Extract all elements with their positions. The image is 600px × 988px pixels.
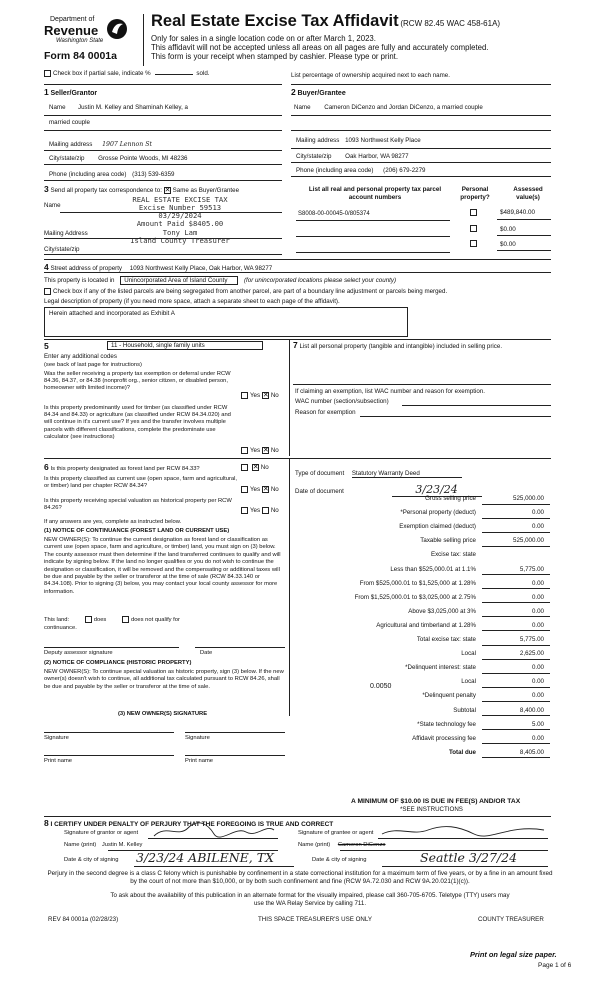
tax-row-underline: [482, 659, 550, 660]
sec3-num: 3: [44, 184, 49, 194]
exemption-no-label: No: [270, 392, 279, 400]
tax-row-value[interactable]: 0.00: [531, 678, 544, 686]
new-owner-print-label-2: Print name: [185, 758, 214, 764]
additional-codes-label: Enter any additional codes: [44, 353, 117, 360]
tax-row-label: Above $3,025,000 at 3%: [408, 607, 476, 615]
seller-name-line2[interactable]: married couple: [49, 119, 90, 126]
seller-mailing-row: [49, 141, 152, 148]
tax-row-label: *Delinquent interest: state: [405, 664, 476, 672]
seller-name-label: Name: [49, 104, 66, 111]
segregated-label: Check box if any of the listed parcels are being segregated from another parcel, are part of a boundary line adjustment or parcels being merged.: [53, 288, 448, 296]
exemption-yes-checkbox[interactable]: [241, 392, 248, 399]
doc-type-label: Type of document: [295, 470, 345, 477]
assessed-value-2[interactable]: $0.00: [500, 226, 516, 233]
sec3-mailing-label: Mailing Address: [44, 230, 88, 237]
tax-row-label: Taxable selling price: [420, 537, 476, 545]
segregated-row: [44, 288, 447, 296]
current-use-yes-checkbox[interactable]: [241, 486, 248, 493]
buyer-city-value[interactable]: Oak Harbor, WA 98277: [345, 153, 409, 160]
tax-row-underline: [482, 701, 550, 702]
legal-description-label: Legal description of property (if you need more space, attach a separate sheet to each page of the affidavit).: [44, 298, 340, 305]
seller-heading: [44, 87, 97, 98]
tax-row-label: Local: [461, 678, 476, 686]
treasurer-use-label: THIS SPACE TREASURER'S USE ONLY: [258, 916, 372, 923]
same-as-buyer-checkbox[interactable]: ✕: [164, 186, 171, 194]
partial-sale-label: Check box if partial sale, indicate %: [53, 70, 151, 78]
does-not-label: does not qualify for: [130, 617, 180, 624]
tax-row-underline: [482, 588, 550, 589]
seller-phone-value[interactable]: (313) 539-6359: [132, 171, 175, 178]
assessed-value-1[interactable]: $489,840.00: [500, 209, 536, 216]
seller-phone-row: [49, 171, 174, 178]
form-rcw: (RCW 82.45 WAC 458-61A): [400, 19, 501, 28]
location-label: This property is located in: [44, 277, 115, 284]
tax-row-value[interactable]: 5.00: [531, 720, 544, 728]
current-use-yes-label: Yes: [250, 486, 261, 494]
legal-description-box[interactable]: [44, 307, 408, 337]
does-label: does: [93, 617, 107, 624]
partial-sale-checkbox[interactable]: [44, 70, 51, 77]
seller-city-label: City/state/zip: [49, 155, 85, 162]
timber-answer: [241, 447, 279, 455]
see-instructions-note: *SEE INSTRUCTIONS: [400, 806, 463, 813]
doc-date-value[interactable]: 3/23/24: [392, 483, 482, 497]
this-land-label: This land:: [44, 617, 70, 624]
partial-sale-row: [44, 70, 210, 78]
tax-row-value[interactable]: 525,000.00: [513, 537, 544, 545]
tax-row-label: Less than $525,000.01 at 1.1%: [390, 565, 476, 573]
exemption-yes-label: Yes: [250, 392, 261, 400]
partial-sale-percent[interactable]: [155, 74, 193, 75]
forest-question: [44, 462, 238, 473]
historic-yes-checkbox[interactable]: [241, 507, 248, 514]
tax-row-value[interactable]: 0.00: [531, 593, 544, 601]
seller-phone-label: Phone (including area code): [49, 171, 127, 178]
certify-label: I CERTIFY UNDER PENALTY OF PERJURY THAT THE FOREGOING IS TRUE AND CORRECT: [50, 821, 334, 828]
form-title-row: [151, 12, 500, 32]
tax-row-label: Subtotal: [453, 706, 476, 714]
tax-row-value[interactable]: 0.00: [531, 734, 544, 742]
location-note: (for unincorporated locations please select your county): [243, 277, 397, 284]
perjury-text: Perjury in the second degree is a class C felony which is punishable by confinement in a state correctional institution for a maximum term of five years, or by a fine in an amount fixed by the court of not more than $10,000, or by both such confinement and fine (RCW 9A.72.030 and RCW 9A.20.021(1)(c)).: [47, 870, 553, 886]
tax-row-label: Total due: [448, 748, 476, 756]
doc-type-row: [295, 470, 462, 478]
same-as-buyer-label: Same as Buyer/Grantee: [172, 187, 240, 194]
sec7-label: List all personal property (tangible and intangible) included in selling price.: [299, 343, 503, 350]
grantee-name-row: [298, 842, 386, 849]
buyer-mailing-row: [296, 137, 421, 144]
stamp-line-4: Amount Paid $8405.00: [136, 219, 224, 229]
exemption-no-checkbox[interactable]: ✕: [262, 392, 269, 399]
sold-label: sold.: [196, 70, 210, 78]
form-title: Real Estate Excise Tax Affidavit: [151, 12, 399, 30]
tax-row-value[interactable]: 8,405.00: [519, 748, 544, 756]
buyer-phone-value[interactable]: (206) 679-2279: [383, 167, 426, 174]
grantor-name-row: [64, 842, 142, 849]
tax-row-underline: [482, 645, 550, 646]
exemption-answer: [241, 392, 279, 400]
doc-type-value[interactable]: Statutory Warranty Deed: [352, 470, 462, 478]
tax-row-underline: [482, 546, 550, 547]
tax-row-underline: [482, 616, 550, 617]
additional-codes-row: [44, 353, 117, 360]
tax-row-label: Gross selling price: [425, 495, 476, 502]
buyer-name-value[interactable]: Cameron DiCenzo and Jordan DiCenzo, a married couple: [324, 104, 483, 111]
continuance-label: continuance.: [44, 625, 77, 631]
tax-row-underline: [482, 630, 550, 631]
tax-row-label: *Personal property (deduct): [400, 509, 476, 517]
deputy-date-label: Date: [200, 650, 213, 656]
location-select[interactable]: Unincorporated Area of Island County: [120, 276, 238, 285]
tax-row-label: From $525,000.01 to $1,525,000 at 1.28%: [359, 579, 476, 587]
tax-row-value[interactable]: 0.00: [531, 579, 544, 587]
assessed-value-heading: Assessed value(s): [513, 186, 543, 201]
sec8-num: 8: [44, 818, 49, 828]
exemption-reason-label: Reason for exemption: [295, 409, 356, 416]
timber-no-checkbox[interactable]: ✕: [262, 447, 269, 454]
tax-row-underline: [482, 687, 550, 688]
current-use-question: Is this property classified as current use (open space, farm and agricultural, or timber) land per chapter RCW 84.34?: [44, 476, 237, 490]
pct-ownership-note: List percentage of ownership acquired next to each name.: [291, 72, 450, 79]
alt-format-note: To ask about the availability of this publication in an alternate format for the visually impaired, please call 360-705-6705. Teletype (TTY) users may use the WA Relay Service by calling 711.: [110, 892, 510, 908]
seller-heading-num: 1: [44, 87, 49, 97]
land-use-code-select[interactable]: 11 - Household, single family units: [107, 341, 263, 350]
dor-logo: [44, 16, 134, 50]
tax-row-value[interactable]: 525,000.00: [513, 495, 544, 502]
tax-row-value[interactable]: 8,400.00: [519, 706, 544, 714]
tax-row-underline: [482, 729, 550, 730]
historic-yes-label: Yes: [250, 507, 261, 515]
grantor-name-value[interactable]: Justin M. Kelley: [101, 842, 143, 848]
logo-dept-of: Department of: [50, 16, 95, 23]
segregated-checkbox[interactable]: [44, 288, 51, 295]
form-intro: [151, 34, 488, 62]
seller-city-value[interactable]: Grosse Pointe Woods, MI 48236: [98, 155, 188, 162]
local-rate: 0.0050: [370, 683, 392, 690]
forest-no-checkbox[interactable]: ✕: [252, 464, 259, 471]
new-owner-signature-heading: (3) NEW OWNER(S) SIGNATURE: [118, 711, 208, 717]
historic-no-label: No: [270, 507, 279, 515]
seller-name-value[interactable]: Justin M. Kelley and Shaminah Kelley, a: [78, 104, 188, 111]
tax-row-underline: [482, 757, 550, 758]
notice-continuance-text: NEW OWNER(S): To continue the current designation as forest land or classification as current use (open space, farm and agriculture, or timber) land, you must sign on (3) below. The county assessor must then determine if the land transferred continues to qualify and will indicate by signing below. If the land no longer qualifies or you do not wish to continue the designation or classification, it will be removed and the compensating or additional taxes will be due and payable by the seller or transferor at the time of sale (RCW 84.33.140 or 84.34.108). Prior to signing (3) below, you may contact your local county assessor for more information.: [44, 537, 281, 595]
minimum-due-note: A MINIMUM OF $10.00 IS DUE IN FEE(S) AND/OR TAX: [351, 798, 521, 805]
tax-row-label: *Delinquent penalty: [422, 692, 476, 700]
doc-date-label: Date of document: [295, 488, 344, 495]
personal-property-checkbox-3[interactable]: [470, 240, 477, 247]
wac-number-label: WAC number (section/subsection): [295, 398, 389, 405]
logo-washington-state: Washington State: [56, 38, 104, 44]
tax-row-underline: [482, 574, 550, 575]
exemption-question: Was the seller receiving a property tax exemption or deferral under RCW 84.36, 84.37, or 84.38 (nonprofit org., senior citizen, or disabled person, homeowner with limited income)?: [44, 371, 231, 392]
buyer-name-row: [294, 104, 483, 111]
property-address-label: Street address of property: [50, 265, 123, 272]
buyer-city-row: [296, 153, 409, 160]
new-owner-signature-label-2: Signature: [185, 735, 210, 741]
parcel-number-1[interactable]: S8008-00-00045-0/805374: [298, 211, 370, 217]
perjury-note: [44, 870, 556, 886]
does-checkbox[interactable]: [85, 616, 92, 623]
assessed-value-3[interactable]: $0.00: [500, 241, 516, 248]
forest-yes-checkbox[interactable]: [241, 464, 248, 471]
stamp-line-2: Excise Number 59513: [138, 203, 222, 213]
tax-row-value[interactable]: 0.00: [531, 664, 544, 672]
sec3-heading: [44, 184, 239, 194]
current-use-no-label: No: [270, 486, 279, 494]
sec7-text: [293, 340, 551, 350]
stamp-line-5: Tony Lam: [162, 227, 198, 237]
new-owner-signature-label-1: Signature: [44, 735, 69, 741]
buyer-phone-row: [296, 167, 425, 174]
deputy-signature-label: Deputy assessor signature: [44, 650, 113, 656]
tax-row-underline: [482, 602, 550, 603]
seller-city-row: [49, 155, 187, 162]
buyer-heading-label: Buyer/Grantee: [297, 90, 346, 97]
timber-no-label: No: [270, 447, 279, 455]
if-any-note: If any answers are yes, complete as instructed below.: [44, 519, 182, 525]
intro-line-2: This affidavit will not be accepted unless all areas on all pages are fully and accurately completed.: [151, 43, 489, 53]
grantor-date-label: Date & city of signing: [64, 857, 119, 863]
revision-label: REV 84 0001a (02/28/23): [48, 916, 119, 923]
intro-line-3: This form is your receipt when stamped by cashier. Please type or print.: [151, 52, 399, 62]
grantee-date-label: Date & city of signing: [312, 857, 367, 863]
seller-mailing-value[interactable]: 1907 Lennon St: [102, 141, 152, 148]
tax-row-label: Agricultural and timberland at 1.28%: [376, 621, 476, 629]
page-number: Page 1 of 6: [538, 962, 572, 969]
legal-paper-note: Print on legal size paper.: [470, 950, 557, 959]
tax-row-label: *State technology fee: [417, 720, 476, 728]
tax-row-underline: [482, 743, 550, 744]
exemption-claim-label: If claiming an exemption, list WAC number and reason for exemption.: [295, 388, 485, 395]
sec4-num: 4: [44, 262, 49, 272]
sec3-city-label: City/state/zip: [44, 246, 80, 253]
tax-row-underline: [482, 518, 550, 519]
tax-row-underline: [482, 673, 550, 674]
buyer-name-label: Name: [294, 104, 311, 111]
forest-no-label: No: [260, 464, 269, 472]
personal-property-heading: Personal property?: [460, 186, 490, 201]
tax-row-underline: [482, 532, 550, 533]
buyer-city-label: City/state/zip: [296, 153, 332, 160]
see-back-note: (see back of last page for instructions): [44, 362, 142, 368]
grantor-name-label: Name (print): [64, 842, 97, 848]
buyer-mailing-value[interactable]: 1093 Northwest Kelly Place: [345, 137, 421, 144]
current-use-no-checkbox[interactable]: ✕: [262, 486, 269, 493]
tax-row-value[interactable]: 0.00: [531, 621, 544, 629]
tax-row-value[interactable]: 0.00: [531, 692, 544, 700]
tax-row-label: Affidavit processing fee: [412, 734, 476, 742]
parcel-list-heading: List all real and personal property tax parcel account numbers: [308, 186, 442, 201]
county-treasurer-label: COUNTY TREASURER: [478, 916, 544, 923]
personal-property-checkbox-1[interactable]: [470, 209, 477, 216]
grantor-date-value[interactable]: 3/23/24 ABILENE, TX: [136, 850, 274, 865]
tax-row-label: From $1,525,000.01 to $3,025,000 at 2.75%: [354, 593, 476, 601]
sec3-text: Send all property tax correspondence to:: [50, 187, 162, 194]
grantee-signature-label: Signature of grantee or agent: [298, 830, 374, 836]
sec5-num: 5: [44, 341, 49, 351]
property-address-value[interactable]: 1093 Northwest Kelly Place, Oak Harbor, WA 98277: [129, 265, 273, 272]
stamp-line-1: REAL ESTATE EXCISE TAX: [132, 195, 228, 204]
historic-answer: [241, 507, 279, 515]
buyer-phone-label: Phone (including area code): [296, 167, 374, 174]
grantor-signature-label: Signature of grantor or agent: [64, 830, 139, 836]
legal-description-value: Herein attached and incorporated as Exhibit A: [49, 310, 175, 317]
tax-row-value[interactable]: 0.00: [531, 523, 544, 531]
timber-question: Is this property predominantly used for timber (as classified under RCW 84.34 and 84.33) or agriculture (as classified under RCW 84.34.020) and will continue in it's current use? If yes and the transfer involves multiple parcels with different classifications, complete the predominate use calculator (see instructions): [44, 405, 231, 440]
stamp-line-6: Island County Treasurer: [130, 235, 230, 245]
timber-yes-checkbox[interactable]: [241, 447, 248, 454]
does-not-checkbox[interactable]: [122, 616, 129, 623]
tax-row-label: Exemption claimed (deduct): [399, 523, 476, 531]
notice-historic-text: NEW OWNER(S): To continue special valuation as historic property, sign (3) below. If the new owner(s) doesn't wish to continue, all additional tax calculated pursuant to RCW 84.26, shall be due and payable by the seller or transferor at the time of sale.: [44, 669, 284, 690]
seller-name-row: [49, 104, 282, 111]
current-use-answer: [241, 486, 279, 494]
notice-continuance-title: (1) NOTICE OF CONTINUANCE (FOREST LAND OR CURRENT USE): [44, 528, 230, 534]
sec3-name-label: Name: [44, 202, 61, 209]
buyer-heading: [291, 87, 346, 98]
grantee-name-label: Name (print): [298, 842, 331, 848]
buyer-mailing-label: Mailing address: [296, 137, 340, 144]
seller-heading-label: Seller/Grantor: [50, 90, 98, 97]
tax-row-underline: [482, 504, 550, 505]
form-number: Form 84 0001a: [44, 50, 117, 62]
stamp-line-3: 03/29/2024: [158, 211, 202, 221]
tax-row-label: Excise tax: state: [430, 551, 476, 559]
sec6-num: 6: [44, 462, 49, 472]
seller-mailing-label: Mailing address: [49, 141, 93, 148]
timber-yes-label: Yes: [250, 447, 261, 455]
personal-property-checkbox-2[interactable]: [470, 225, 477, 232]
land-qualify-row: [44, 616, 180, 624]
location-row: [44, 276, 396, 285]
historic-question: Is this property receiving special valuation as historical property per RCW 84.26?: [44, 498, 232, 512]
grantee-name-value[interactable]: Cameron DiCenzo: [337, 842, 386, 848]
new-owner-print-label-1: Print name: [44, 758, 73, 764]
tax-row-label: Total excise tax: state: [416, 636, 476, 643]
notice-historic-title: (2) NOTICE OF COMPLIANCE (HISTORIC PROPERTY): [44, 660, 192, 666]
tax-row-value[interactable]: 5,775.00: [519, 636, 544, 643]
historic-no-checkbox[interactable]: [262, 507, 269, 514]
logo-revenue: Revenue: [44, 23, 99, 38]
tax-row-value[interactable]: 2,625.00: [519, 650, 544, 658]
sec7-num: 7: [293, 340, 298, 350]
grantee-date-value[interactable]: Seattle 3/27/24: [420, 850, 518, 865]
revenue-swirl-icon: [106, 18, 128, 40]
intro-line-1: Only for sales in a single location code on or after March 1, 2023.: [151, 34, 376, 43]
tax-row-value[interactable]: 0.00: [531, 607, 544, 615]
tax-row-label: Local: [461, 650, 476, 658]
forest-answer: [241, 464, 269, 472]
sec4-address-row: [44, 262, 272, 272]
tax-row-value[interactable]: 5,775.00: [519, 565, 544, 573]
forest-question-text: Is this property designated as forest land per RCW 84.33?: [50, 466, 200, 472]
buyer-heading-num: 2: [291, 87, 296, 97]
tax-row-underline: [482, 715, 550, 716]
tax-row-value[interactable]: 0.00: [531, 509, 544, 517]
